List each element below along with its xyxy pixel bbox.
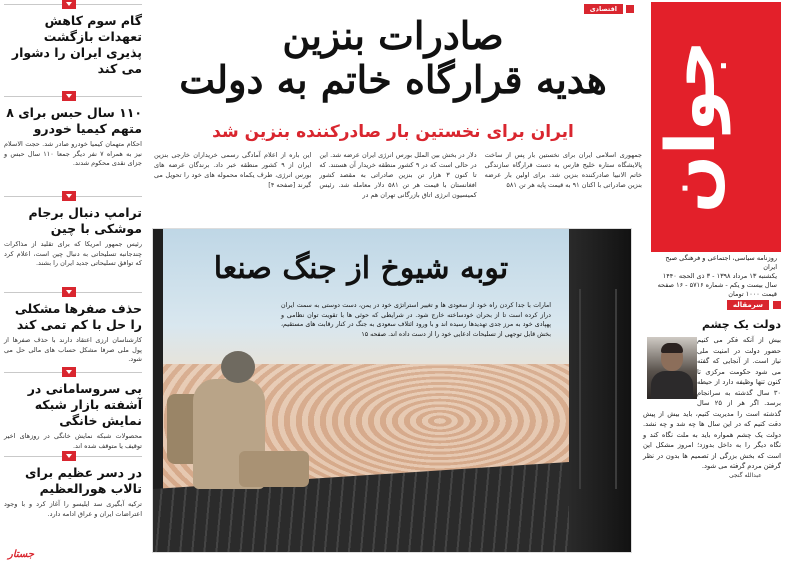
- brief-item[interactable]: [4, 4, 142, 96]
- author-photo-body: [651, 371, 693, 399]
- tag-marker-icon: [626, 5, 634, 13]
- chevron-down-icon: [62, 451, 76, 461]
- main-headline-line2[interactable]: هدیه قرارگاه خاتم به دولت: [179, 57, 607, 102]
- brief-body: محصولات شبکه نمایش خانگی در روزهای اخیر توقیف یا متوقف شده اند.: [4, 432, 142, 450]
- brief-item[interactable]: [4, 292, 142, 372]
- photo-text: امارات با جدا کردن راه خود از سعودی ها و تغییر استراتژی خود در یمن، دست دوستی به سمت ایران دراز کرده است تا از بحران خودساخته خارج شود. در شرایطی که حوثی ها با تقویت توان نظامی و پهپادی خود به مرز جدی تهدیدها رسیده اند و با ورود ائتلاف سعودی به جنگ در کنار رقابت های مستقیم، بخش قابل توجهی از تسلیحات ادعایی خود را از دست داده اند. صفحه ۱۵: [281, 302, 551, 338]
- masthead: [651, 2, 781, 252]
- editorial-title[interactable]: دولت یک چشم: [701, 318, 781, 331]
- brief-title: حذف صفرها مشکلی را حل با کم تمی کند: [14, 301, 142, 332]
- masthead-info-line: یکشنبه ۱۳ مرداد ۱۳۹۸ - ۳ ذی الحجه ۱۴۴۰: [662, 272, 777, 280]
- chevron-down-icon: [62, 287, 76, 297]
- briefs-column: [4, 4, 142, 562]
- brief-item[interactable]: [4, 96, 142, 196]
- brief-item[interactable]: [4, 196, 142, 292]
- soldier-helmet: [221, 351, 255, 383]
- chevron-down-icon: [62, 0, 76, 9]
- editorial-text: بیش از آنکه فکر می کنیم حضور دولت در امنیت ملی نیاز است. از آنجایی که گفته می شود حکومت مرکزی تا کنون تنها وظیفه دارد از حیطه ۳۰ سال گذشته به سرانجام برسد. اگر هر از ۲۵ سال گذشته است را مدیریت کنیم، باید بیش از پیش دقت کنیم که در این سال ها چه شد و چه نشد. دولت یک چشم همواره باید به ملت نگاه کند و نگاه دیگر را به داخل بدوزد؛ امروز مشکل این است که بخش بزرگی از تصمیم ها بدون در نظر گرفتن مردم گرفته می شود.: [643, 336, 781, 470]
- editorial-column: [643, 300, 781, 481]
- author-photo: [647, 337, 697, 399]
- chevron-down-icon: [62, 91, 76, 101]
- main-headline-line1[interactable]: صادرات بنزین: [282, 13, 504, 58]
- masthead-info-line: سال بیست و یکم - شماره ۵۷۱۶ - ۱۶ صفحه: [657, 281, 777, 289]
- main-body-column: دلار در بخش بین الملل بورس انرژی ایران عرضه شد. این در حالی است که در ۹ کشور منطقه خریدار آن هستند. که تا کنون ۳ هزار تن بنزین صادراتی به مقصد کشور افغانستان با قیمت هر تن ۵۸۱ دلار معامله شد. رئیس کمیسیون انرژی اتاق بازرگانی تهران هم در: [319, 151, 477, 199]
- brief-title: بی سروسامانی در آشفته بازار شبکه نمایش خانگی: [27, 381, 142, 428]
- main-tag: [584, 4, 634, 14]
- brief-title: گام سوم کاهش تعهدات بازگشت پذیری ایران را دشوار می کند: [11, 13, 142, 76]
- masthead-info-line: روزنامه سیاسی، اجتماعی و فرهنگی صبح ایران: [665, 254, 777, 271]
- masthead-info-line: قیمت ۱۰۰۰ تومان: [728, 290, 777, 298]
- editorial-tag: [643, 300, 781, 310]
- chevron-down-icon: [62, 191, 76, 201]
- helicopter-frame-right: [569, 229, 631, 553]
- main-body-columns: [154, 150, 642, 220]
- brief-body: ترکیه آبگیری سد ایلیسو را آغاز کرد و با وجود اعتراضات ایران و عراق ادامه دارد.: [4, 500, 142, 518]
- main-tag-label: اقتصادی: [584, 4, 623, 14]
- brief-body: رئیس جمهور امریکا که برای تقلید از مذاکرات چندجانبه تسلیحاتی به دنبال چین است، اعلام کرد که توافق تسلیحاتی جدید ایران را بشند.: [4, 240, 142, 267]
- main-body-column: این باره از اعلام آمادگی رسمی خریداران خارجی بنزین ایران از ۹ کشور منطقه خبر داد. برندگان عرضه های بورس انرژی، طرف یکماه محموله های خود را تحویل می گیرند [صفحه ۴]: [154, 151, 312, 189]
- photo-headline[interactable]: توبه شیوخ از جنگ صنعا: [213, 251, 509, 286]
- masthead-logo: جوان: [652, 40, 731, 214]
- soldier-legs: [239, 451, 309, 487]
- watermark-logo: جستار: [8, 549, 34, 560]
- brief-title: ترامپ دنبال برجام موشکی با چین: [28, 205, 142, 236]
- masthead-info: [655, 254, 777, 299]
- brief-item[interactable]: [4, 456, 142, 556]
- main-body-column: جمهوری اسلامی ایران برای نخستین بار پس از ساخت پالایشگاه ستاره خلیج فارس به دست قرارگاه سازندگی خاتم الانبیا صادرکننده بنزین شد. برای اولین بار عرضه بنزین صادراتی با اکتان ۹۱ به قیمت پایه هر تن ۵۸۱: [484, 151, 642, 189]
- brief-title: ۱۱۰ سال حبس برای ۸ متهم کیمیا خودرو: [6, 105, 142, 136]
- main-subhead: ایران برای نخستین بار صادرکننده بنزین شد: [212, 122, 574, 142]
- brief-body: کارشناسان ارزی اعتقاد دارند با حذف صفرها از پول ملی صرفا مشکل حساب های مالی حل می شود.: [4, 336, 142, 363]
- main-story: [148, 0, 648, 565]
- brief-body: احکام متهمان کیمیا خودرو صادر شد. حجت الاسلام نیز به همراه ۷ نفر دیگر جمعا ۱۱۰ سال حبس و جزای نقدی محکوم شدند.: [4, 140, 142, 167]
- brief-title: در دسر عظیم برای تالاب هورالعظیم: [25, 465, 142, 496]
- lead-photo[interactable]: [152, 228, 632, 553]
- chevron-down-icon: [62, 367, 76, 377]
- brief-item[interactable]: [4, 372, 142, 456]
- tag-marker-icon: [773, 301, 781, 309]
- editorial-tag-label: سرمقاله: [727, 300, 769, 310]
- author-photo-hair: [661, 343, 683, 353]
- author-caption: عبدالله گنجی: [729, 471, 762, 479]
